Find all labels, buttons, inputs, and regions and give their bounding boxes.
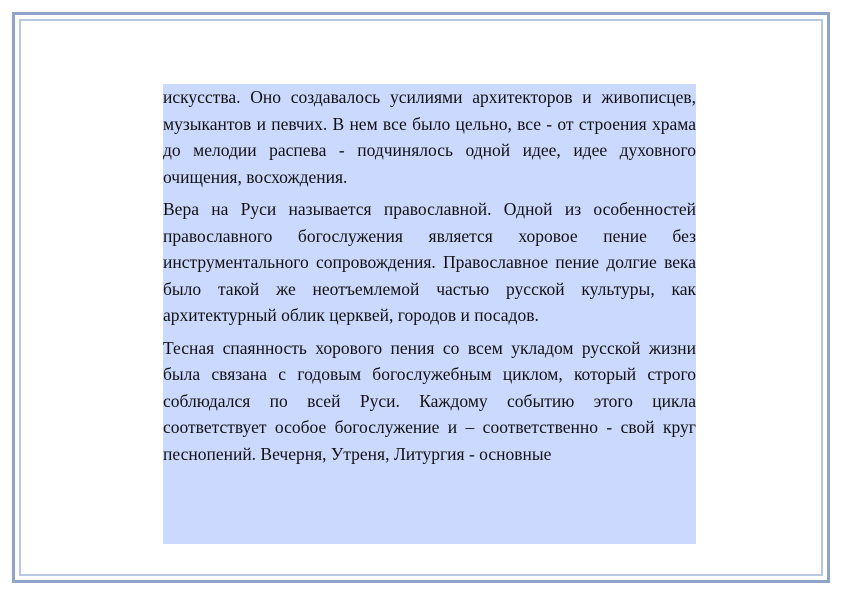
paragraph-3: Тесная спаянность хорового пения со всем укладом русской жизни была связана с годовым богослужебным циклом, который строго соблюдался по всей Руси. Каждому событию этого цикла соответствует особое богослужение и – соответственно - свой круг песнопений. Вечерня, Утреня, Литургия - основные (163, 337, 696, 464)
highlighted-text-block (163, 84, 696, 544)
paragraph-2: Вера на Руси называется православной. Одной из особенностей православного богослужения является хоровое пение без инструментального сопровождения. Православное пение долгие века было такой же неотъемлемой частью русской культуры, как архитектурный облик церквей, городов и посадов. (163, 199, 696, 325)
paragraph-1: искусства. Оно создавалось усилиями архитекторов и живописцев, музыкантов и певчих. В нем все было цельно, все - от строения храма до мелодии распева - подчинялось одной идее, идее духовного очищения, восхождения. (163, 87, 696, 187)
